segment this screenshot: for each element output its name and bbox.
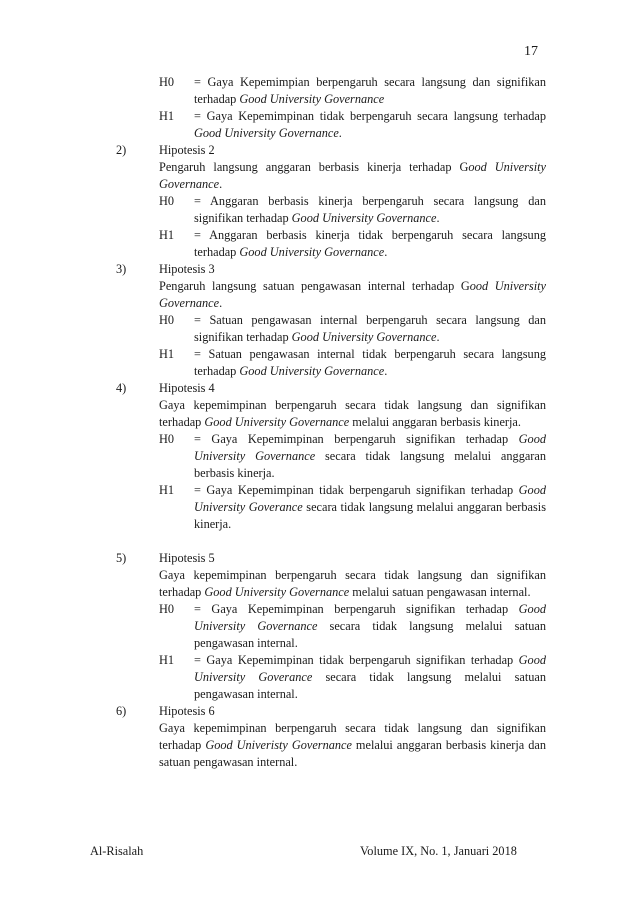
hypothesis-description [159, 567, 546, 601]
hypothesis-description [159, 159, 546, 193]
description-text-after: . [219, 296, 223, 310]
item-emphasis: Good University Governance [239, 245, 385, 259]
hypothesis-description [159, 278, 546, 312]
item-emphasis: Good University Governance [194, 126, 339, 140]
hypothesis-item [159, 482, 546, 533]
description-text: Gaya kepemimpinan berpengaruh secara tidak langsung dan signifikan terhadap [159, 721, 546, 752]
description-text: Pengaruh langsung satuan pengawasan internal terhadap G [159, 279, 470, 293]
item-emphasis: Good University Governance [194, 432, 546, 463]
item-text-after: . [436, 330, 440, 344]
hypothesis-description [159, 397, 546, 431]
item-text-after: . [436, 211, 440, 225]
item-text-after: secara tidak langsung melalui satuan pengawasan internal. [194, 619, 546, 650]
item-text-after: . [384, 245, 388, 259]
hypothesis-title: Hipotesis 5 [159, 551, 215, 565]
description-emphasis: ood University Governance [159, 279, 546, 310]
item-emphasis: Good University Governance [239, 364, 385, 378]
hypothesis-item [159, 652, 546, 703]
item-emphasis: Good University Goverance [194, 483, 546, 514]
item-text: = Satuan pengawasan internal berpengaruh secara langsung dan signifikan terhadap [194, 313, 546, 344]
hypothesis-item [159, 601, 546, 652]
item-label: H1 [159, 228, 175, 242]
item-text: = Gaya Kepemimpinan tidak berpengaruh secara langsung terhadap [194, 109, 546, 123]
hypothesis-2 [116, 142, 546, 261]
description-text: Gaya kepemimpinan berpengaruh secara tidak langsung dan signifikan terhadap [159, 568, 546, 599]
item-emphasis: Good University Governance [194, 602, 546, 633]
paragraph-gap [116, 533, 546, 550]
item-label: H0 [159, 313, 175, 327]
item-text: = Gaya Kepemimpinan berpengaruh signifikan terhadap [194, 602, 519, 616]
item-emphasis: Good University Governance [291, 211, 437, 225]
hypothesis-number: 2) [116, 143, 127, 157]
hypothesis-description [159, 720, 546, 771]
hypothesis-number: 6) [116, 704, 127, 718]
hypothesis-item [159, 108, 546, 142]
hypothesis-4 [116, 380, 546, 533]
description-emphasis: Good University Governance [204, 415, 350, 429]
item-label: H1 [159, 347, 175, 361]
hypothesis-item [159, 74, 546, 108]
item-text-after: . [384, 364, 388, 378]
item-label: H0 [159, 602, 175, 616]
footer-volume-info: Volume IX, No. 1, Januari 2018 [360, 844, 517, 858]
hypothesis-title: Hipotesis 6 [159, 704, 215, 718]
footer-journal-name: Al-Risalah [90, 844, 144, 858]
page-number: 17 [524, 44, 538, 59]
item-label: H1 [159, 109, 175, 123]
item-text: = Anggaran berbasis kinerja tidak berpengaruh secara langsung terhadap [194, 228, 546, 259]
item-text-after: secara tidak langsung melalui satuan pengawasan internal. [194, 670, 546, 701]
item-label: H0 [159, 75, 175, 89]
item-emphasis: Good University Governance [291, 330, 437, 344]
description-text-after: melalui anggaran berbasis kinerja. [349, 415, 521, 429]
hypothesis-6 [116, 703, 546, 771]
hypothesis-item [159, 193, 546, 227]
hypothesis-title: Hipotesis 4 [159, 381, 215, 395]
hypothesis-number: 4) [116, 381, 127, 395]
description-emphasis: Good Univeristy Governance [205, 738, 352, 752]
hypothesis-item [159, 227, 546, 261]
item-label: H0 [159, 432, 175, 446]
item-emphasis: Good University Governance [239, 92, 385, 106]
item-text: = Gaya Kepemimpian berpengaruh secara langsung dan signifikan terhadap [194, 75, 546, 106]
hypothesis-number: 5) [116, 551, 127, 565]
hypothesis-title: Hipotesis 3 [159, 262, 215, 276]
description-emphasis: Good University Governance [204, 585, 350, 599]
item-text-after: . [338, 126, 342, 140]
item-text: = Satuan pengawasan internal tidak berpengaruh secara langsung terhadap [194, 347, 546, 378]
hypothesis-item [159, 312, 546, 346]
hypothesis-3 [116, 261, 546, 380]
item-text-after: secara tidak langsung melalui anggaran berbasis kinerja. [194, 500, 546, 531]
item-label: H0 [159, 194, 175, 208]
hypothesis-5 [116, 550, 546, 703]
item-label: H1 [159, 653, 175, 667]
description-text-after: melalui anggaran berbasis kinerja dan satuan pengawasan internal. [159, 738, 546, 769]
hypothesis-item [159, 431, 546, 482]
hypothesis-1-items [116, 74, 546, 142]
hypothesis-number: 3) [116, 262, 127, 276]
item-text-after: secara tidak langsung melalui anggaran berbasis kinerja. [194, 449, 546, 480]
hypothesis-title: Hipotesis 2 [159, 143, 215, 157]
main-content [116, 74, 546, 771]
description-text: Gaya kepemimpinan berpengaruh secara tidak langsung dan signifikan terhadap [159, 398, 546, 429]
hypothesis-item [159, 346, 546, 380]
item-text: = Gaya Kepemimpinan berpengaruh signifikan terhadap [194, 432, 519, 446]
description-text-after: . [219, 177, 223, 191]
description-text: Pengaruh langsung anggaran berbasis kinerja terhadap G [159, 160, 469, 174]
item-label: H1 [159, 483, 175, 497]
item-emphasis: Good University Goverance [194, 653, 546, 684]
item-text: = Gaya Kepemimpinan tidak berpengaruh signifikan terhadap [194, 483, 519, 497]
description-text-after: melalui satuan pengawasan internal. [349, 585, 531, 599]
item-text: = Anggaran berbasis kinerja berpengaruh secara langsung dan signifikan terhadap [194, 194, 546, 225]
description-emphasis: ood University Governance [159, 160, 546, 191]
item-text: = Gaya Kepemimpinan tidak berpengaruh signifikan terhadap [194, 653, 519, 667]
